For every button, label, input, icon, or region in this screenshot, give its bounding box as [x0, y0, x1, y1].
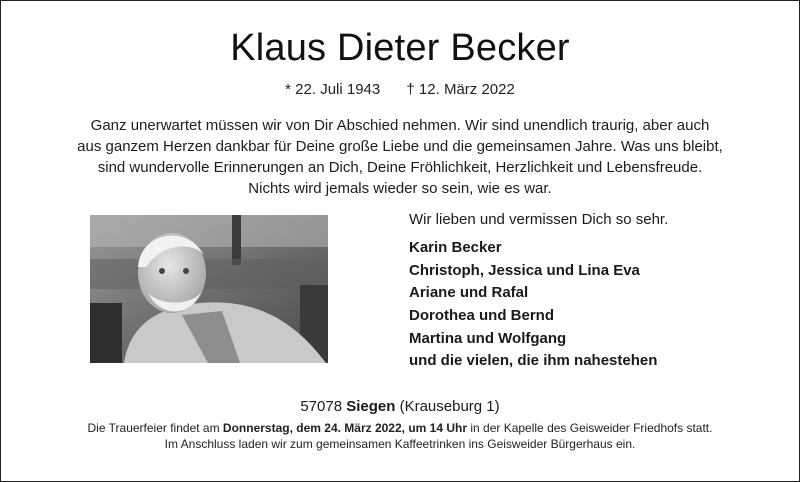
birth-date: * 22. Juli 1943 [285, 81, 381, 98]
mourner-name: Christoph, Jessica und Lina Eva [409, 261, 640, 279]
funeral-line-1 [1, 420, 799, 436]
mourner-name: Ariane und Rafal [409, 284, 529, 302]
portrait-photo [90, 215, 328, 363]
funeral-date-time: Donnerstag, dem 24. März 2022, um 14 Uhr [222, 421, 468, 435]
funeral-text: in der Kapelle des Geisweider Friedhofs statt. [467, 421, 713, 435]
mourner-name: und die vielen, die ihm nahestehen [409, 352, 658, 370]
family-address [1, 398, 799, 415]
funeral-text: Die Trauerfeier findet am [87, 421, 223, 435]
mourners-list [409, 237, 668, 373]
address-postcode: 57078 [300, 398, 343, 415]
mourner-name: Martina und Wolfgang [409, 329, 567, 347]
deceased-name: Klaus Dieter Becker [230, 27, 570, 69]
mourners-intro: Wir lieben und vermissen Dich so sehr. [409, 211, 669, 228]
message-line: sind wundervolle Erinnerungen an Dich, Deine Fröhlichkeit, Herzlichkeit und Lebensfreude. [97, 159, 703, 176]
mourners-section [409, 210, 668, 373]
death-date: † 12. März 2022 [406, 81, 515, 98]
life-dates [1, 81, 799, 98]
address-street: (Krauseburg 1) [399, 398, 500, 415]
mourner-name: Dorothea und Bernd [409, 307, 554, 325]
message-line: Ganz unerwartet müssen wir von Dir Abschied nehmen. Wir sind unendlich traurig, aber auch [90, 117, 710, 134]
address-city: Siegen [346, 398, 396, 415]
message-line: aus ganzem Herzen dankbar für Deine große Liebe und die gemeinsamen Jahre. Was uns bleibt, [77, 138, 723, 155]
message-line: Nichts wird jemals wieder so sein, wie es war. [248, 180, 552, 197]
mourner-name: Karin Becker [409, 239, 502, 256]
farewell-message [61, 115, 739, 199]
funeral-notice [1, 420, 799, 452]
funeral-line-2: Im Anschluss laden wir zum gemeinsamen Kaffeetrinken ins Geisweider Bürgerhaus ein. [164, 437, 636, 451]
